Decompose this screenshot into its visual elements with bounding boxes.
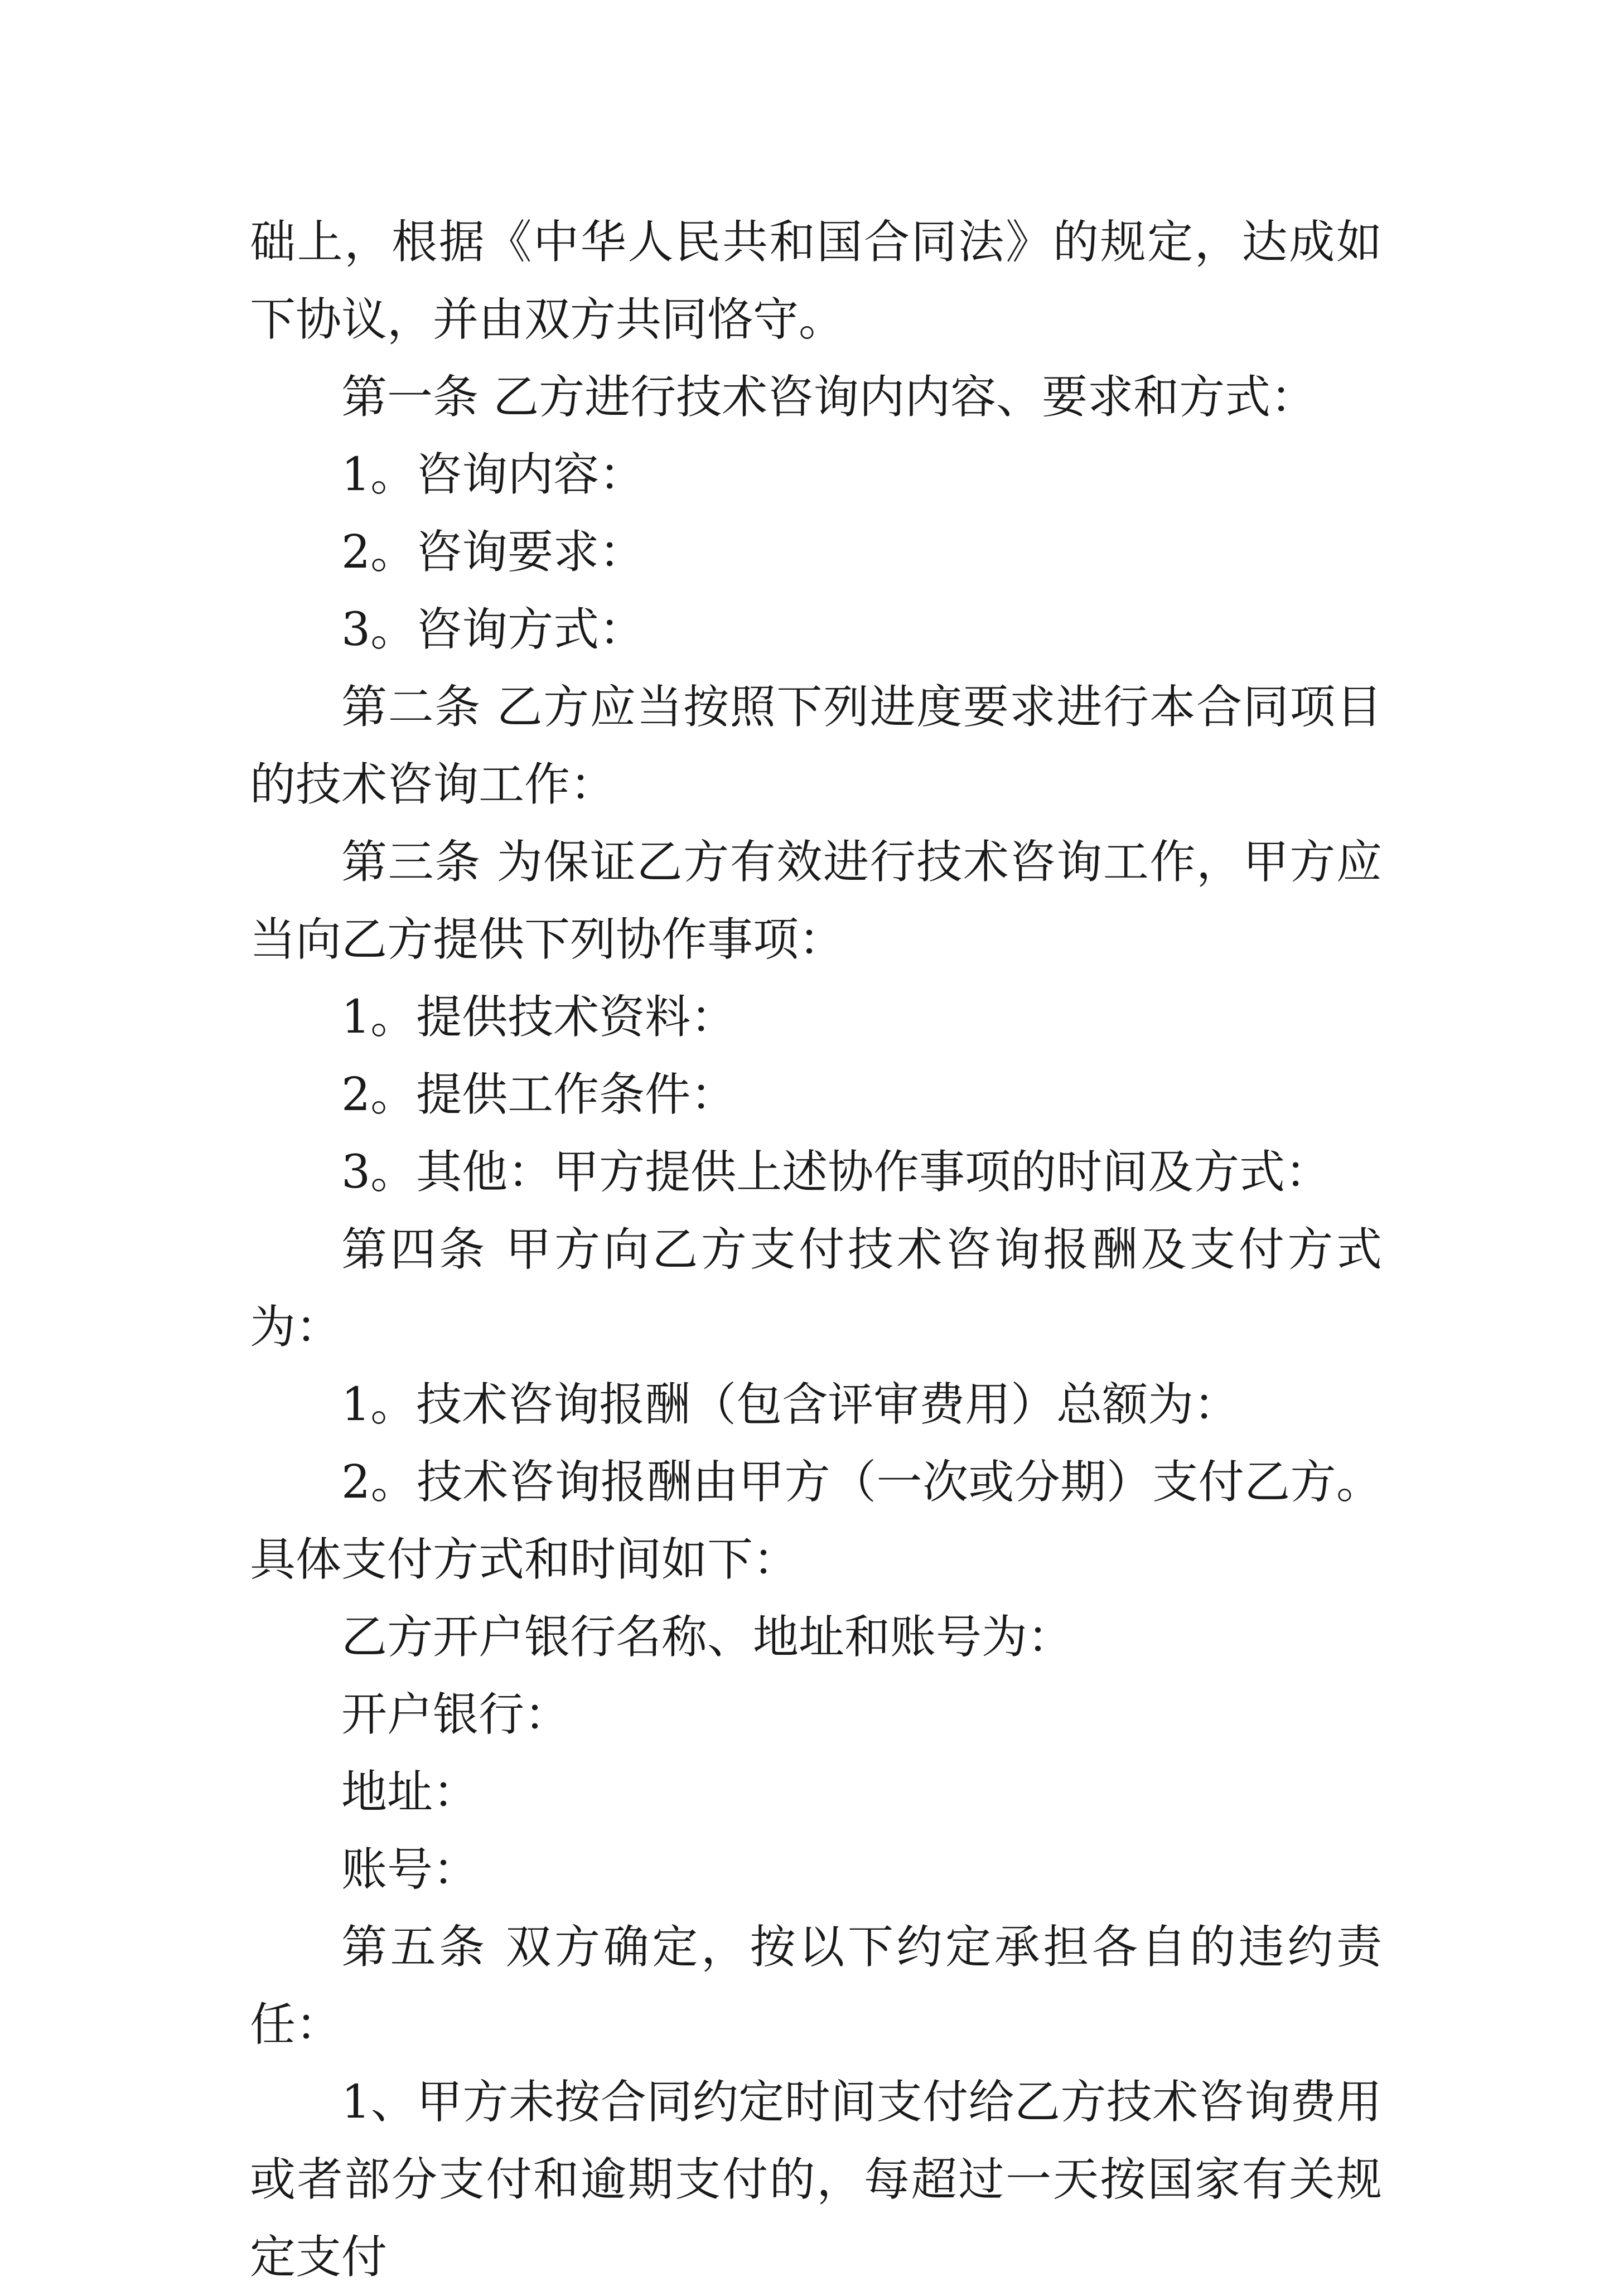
article-3-item-3: 3。其他：甲方提供上述协作事项的时间及方式： [341, 1146, 1331, 1199]
article-4-heading: 第四条 甲方向乙方支付技术咨询报酬及支付方式为： [250, 1223, 1382, 1354]
article-1-item-3: 3。咨询方式： [341, 603, 645, 656]
article-1-item-1: 1。咨询内容： [341, 448, 645, 501]
bank-name-field: 开户银行： [341, 1688, 571, 1741]
article-5-item-1: 1、甲方未按合同约定时间支付给乙方技术咨询费用或者部分支付和逾期支付的，每超过一天按国家有关规定支付 [250, 2076, 1382, 2284]
article-3-item-1: 1。提供技术资料： [341, 991, 737, 1044]
article-4-item-2: 2。技术咨询报酬由甲方（一次或分期）支付乙方。 具体支付方式和时间如下： [250, 1456, 1382, 1586]
article-1-heading: 第一条 乙方进行技术咨询内内容、要求和方式： [341, 371, 1317, 424]
paragraph-intro-continuation: 础上，根据《中华人民共和国合同法》的规定，达成如下协议，并由双方共同恪守。 [250, 216, 1382, 346]
bank-info-heading: 乙方开户银行名称、地址和账号为： [341, 1611, 1074, 1664]
bank-account-field: 账号： [341, 1843, 479, 1896]
bank-address-field: 地址： [341, 1766, 479, 1819]
article-2-heading: 第二条 乙方应当按照下列进度要求进行本合同项目的技术咨询工作： [250, 681, 1382, 811]
article-5-heading: 第五条 双方确定，按以下约定承担各自的违约责任： [250, 1921, 1382, 2051]
document-body [250, 204, 1382, 2296]
article-1-item-2: 2。咨询要求： [341, 526, 645, 579]
article-4-item-1: 1。技术咨询报酬（包含评审费用）总额为： [341, 1378, 1240, 1431]
article-3-item-2: 2。提供工作条件： [341, 1068, 737, 1121]
article-3-heading: 第三条 为保证乙方有效进行技术咨询工作，甲方应当向乙方提供下列协作事项： [250, 836, 1382, 966]
